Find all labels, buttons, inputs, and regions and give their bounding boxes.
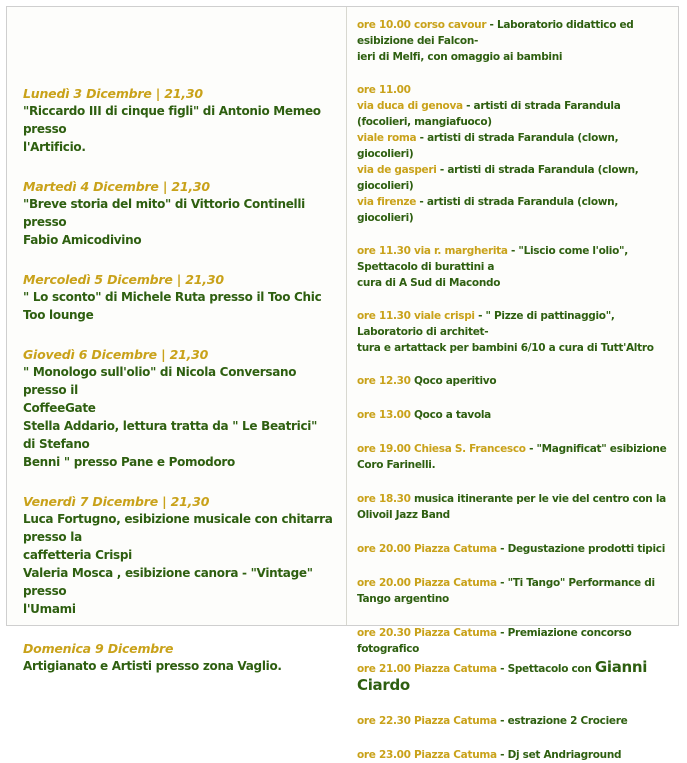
event-line: "Breve storia del mito" di Vittorio Continelli presso (23, 197, 305, 229)
schedule-item (357, 659, 677, 695)
event-line: Fabio Amicodivino (23, 233, 142, 247)
schedule-time: ore 11.30 via r. margherita (357, 245, 508, 257)
event-line: "Riccardo III di cinque figli" di Antonio Memeo presso (23, 104, 321, 136)
right-column (357, 17, 677, 763)
schedule-item (357, 407, 677, 423)
event-day: Lunedì 3 Dicembre | 21,30 (23, 86, 203, 101)
schedule-item (357, 441, 677, 473)
schedule-activity: - "Liscio come l'olio", Spettacolo di burattini a (357, 245, 628, 273)
event-day: Martedì 4 Dicembre | 21,30 (23, 179, 210, 194)
schedule-time: ore 23.00 Piazza Catuma (357, 749, 497, 761)
schedule-activity-cont: cura di A Sud di Macondo (357, 277, 501, 289)
schedule-activity: - artisti di strada Farandula (clown, giocolieri) (357, 196, 619, 224)
schedule-activity: - estrazione 2 Crociere (496, 715, 628, 727)
event-line: Luca Fortugno, esibizione musicale con chitarra presso la (23, 512, 333, 544)
schedule-item (357, 373, 677, 389)
schedule-activity: - artisti di strada Farandula (focolieri, mangiafuoco) (357, 100, 621, 128)
schedule-activity: - Premiazione concorso fotografico (357, 627, 632, 655)
schedule-activity: - Laboratorio didattico ed esibizione dei Falcon- (357, 19, 634, 47)
event-line: Stella Addario, lettura tratta da " Le Beatrici" di Stefano (23, 419, 318, 451)
schedule-activity-cont: tura e artattack per bambini 6/10 a cura di Tutt'Altro (357, 342, 654, 354)
event-line: Benni " presso Pane e Pomodoro (23, 455, 235, 469)
schedule-location: via de gasperi (357, 164, 437, 176)
event-day: Domenica 9 Dicembre (23, 641, 174, 656)
schedule-item (357, 162, 677, 194)
program-page (6, 6, 679, 761)
event-monday (23, 85, 333, 156)
event-wednesday (23, 271, 333, 324)
schedule-item (357, 625, 677, 657)
event-day: Venerdì 7 Dicembre | 21,30 (23, 494, 210, 509)
schedule-activity: - artisti di strada Farandula (clown, giocolieri) (357, 132, 619, 160)
schedule-item (357, 541, 677, 557)
event-line: Artigianato e Artisti presso zona Vaglio. (23, 659, 282, 673)
schedule-activity: - "Ti Tango" Performance di Tango argentino (357, 577, 655, 605)
schedule-item (357, 98, 677, 130)
schedule-location: via firenze (357, 196, 417, 208)
schedule-item (357, 130, 677, 162)
schedule-item (357, 194, 677, 226)
schedule-activity: - Dj set Andriaground (496, 749, 622, 761)
event-line: caffetteria Crispi (23, 548, 132, 562)
event-line: l'Umami (23, 602, 76, 616)
event-tuesday (23, 178, 333, 249)
schedule-item (357, 491, 677, 523)
schedule-time: ore 20.00 Piazza Catuma (357, 577, 497, 589)
schedule-time: ore 21.00 Piazza Catuma (357, 663, 497, 675)
event-line: CoffeeGate (23, 401, 96, 415)
headliner-name: Gianni Ciardo (357, 658, 648, 694)
event-thursday (23, 346, 333, 471)
schedule-time: ore 18.30 (357, 493, 411, 505)
event-line: " Monologo sull'olio" di Nicola Conversano presso il (23, 365, 297, 397)
schedule-location: viale roma (357, 132, 417, 144)
schedule-time: ore 11.00 (357, 84, 411, 96)
schedule-activity: - Degustazione prodotti tipici (496, 543, 666, 555)
schedule-item (357, 308, 677, 340)
schedule-time: ore 22.30 Piazza Catuma (357, 715, 497, 727)
schedule-activity-cont: ieri di Melfi, con omaggio ai bambini (357, 51, 563, 63)
schedule-time: ore 20.00 Piazza Catuma (357, 543, 497, 555)
schedule-time: ore 20.30 Piazza Catuma (357, 627, 497, 639)
schedule-item (357, 17, 677, 49)
left-column (23, 85, 333, 697)
schedule-item (357, 575, 677, 607)
schedule-activity: musica itinerante per le vie del centro con la Olivoil Jazz Band (357, 493, 666, 521)
schedule-activity: - artisti di strada Farandula (clown, giocolieri) (357, 164, 639, 192)
column-divider (346, 7, 347, 625)
schedule-activity: - " Pizze di pattinaggio", Laboratorio di architet- (357, 310, 615, 338)
event-line: l'Artificio. (23, 140, 86, 154)
event-line: Valeria Mosca , esibizione canora - "Vintage" presso (23, 566, 313, 598)
schedule-time: ore 12.30 (357, 375, 411, 387)
schedule-time: ore 10.00 corso cavour (357, 19, 487, 31)
schedule-time: ore 19.00 Chiesa S. Francesco (357, 443, 526, 455)
schedule-location: via duca di genova (357, 100, 463, 112)
event-day: Mercoledì 5 Dicembre | 21,30 (23, 272, 224, 287)
schedule-time: ore 11.30 viale crispi (357, 310, 475, 322)
schedule-item (357, 713, 677, 729)
event-day: Giovedì 6 Dicembre | 21,30 (23, 347, 209, 362)
schedule-activity: Qoco a tavola (410, 409, 491, 421)
schedule-activity: - Spettacolo con (496, 663, 595, 675)
event-line: " Lo sconto" di Michele Ruta presso il Too Chic Too lounge (23, 290, 322, 322)
schedule-item (357, 243, 677, 275)
schedule-time: ore 13.00 (357, 409, 411, 421)
schedule-item (357, 747, 677, 763)
schedule-activity: - "Magnificat" esibizione Coro Farinelli. (357, 443, 667, 471)
event-sunday (23, 640, 333, 675)
event-friday (23, 493, 333, 618)
schedule-activity: Qoco aperitivo (410, 375, 497, 387)
